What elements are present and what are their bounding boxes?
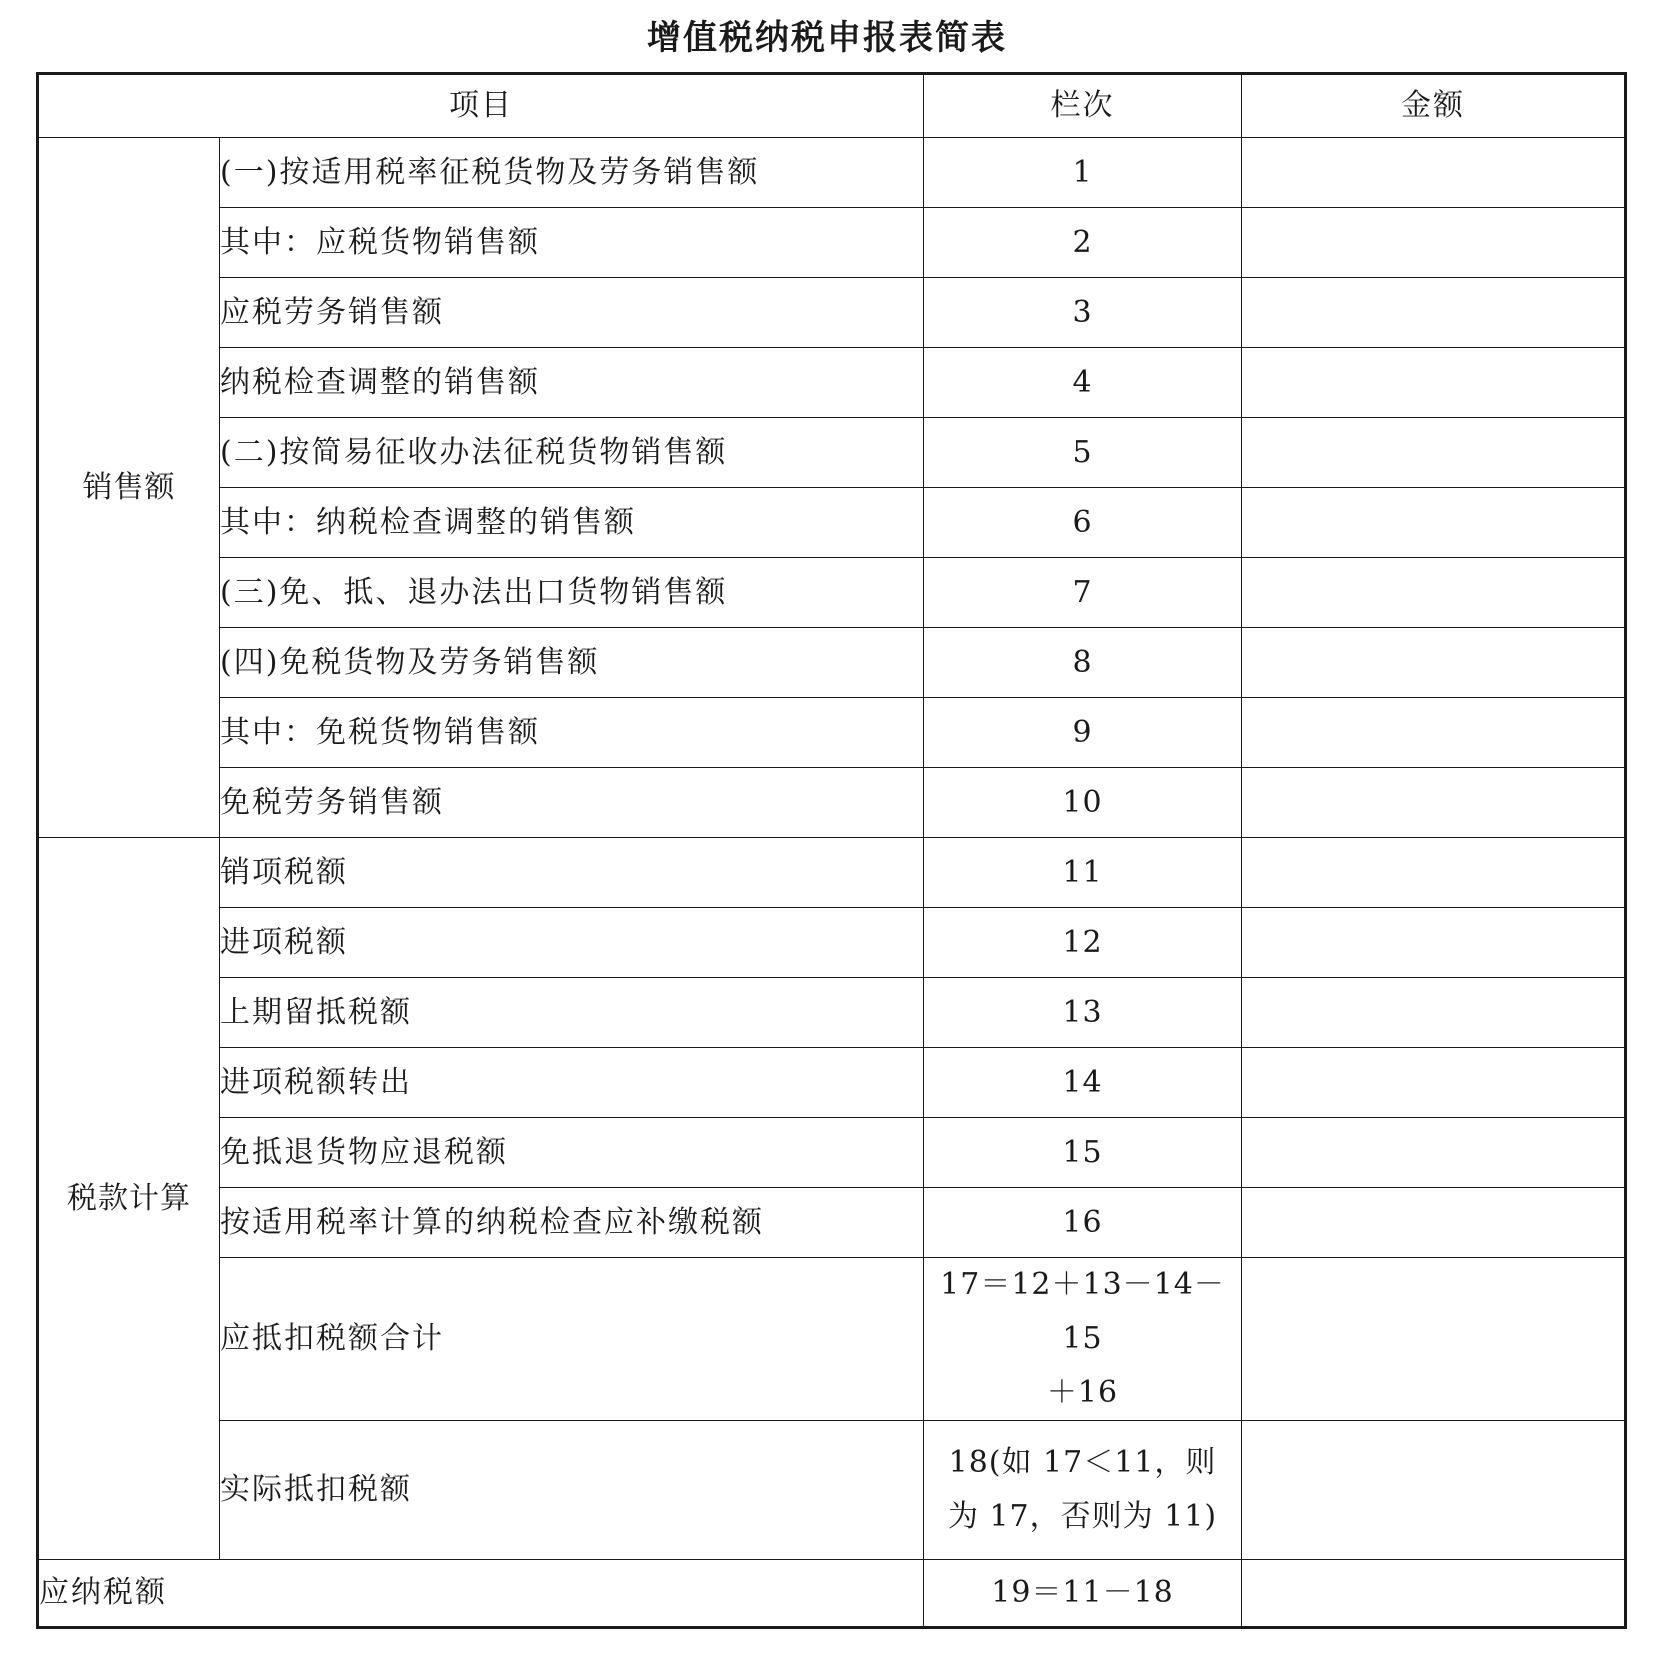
row-item: 免抵退货物应退税额 bbox=[220, 1118, 924, 1188]
table-row bbox=[38, 1188, 1626, 1258]
table-row bbox=[38, 768, 1626, 838]
row-item: 其中：纳税检查调整的销售额 bbox=[220, 488, 924, 558]
form-title: 增值税纳税申报表简表 bbox=[647, 18, 1007, 58]
row-item: 应税劳务销售额 bbox=[220, 278, 924, 348]
table-row bbox=[38, 208, 1626, 278]
row-item: 按适用税率计算的纳税检查应补缴税额 bbox=[220, 1188, 924, 1258]
row-column-number: 4 bbox=[924, 348, 1242, 418]
row-column-number: 16 bbox=[924, 1188, 1242, 1258]
table-row bbox=[38, 908, 1626, 978]
row-amount-cell[interactable] bbox=[1242, 418, 1626, 488]
row-amount-cell[interactable] bbox=[1242, 768, 1626, 838]
row-amount-cell[interactable] bbox=[1242, 558, 1626, 628]
table-row bbox=[38, 278, 1626, 348]
row-item: 应抵扣税额合计 bbox=[220, 1258, 924, 1421]
final-row-amount-cell[interactable] bbox=[1242, 1560, 1626, 1628]
row-column-formula bbox=[924, 1421, 1242, 1560]
final-row bbox=[38, 1560, 1626, 1628]
table-row bbox=[38, 138, 1626, 208]
vat-return-table bbox=[36, 72, 1627, 1629]
row-amount-cell[interactable] bbox=[1242, 978, 1626, 1048]
row-column-number: 2 bbox=[924, 208, 1242, 278]
row-amount-cell[interactable] bbox=[1242, 488, 1626, 558]
row-column-number: 12 bbox=[924, 908, 1242, 978]
row-column-number: 14 bbox=[924, 1048, 1242, 1118]
header-column: 栏次 bbox=[924, 74, 1242, 138]
final-row-item: 应纳税额 bbox=[38, 1560, 924, 1628]
row-item: (二)按简易征收办法征税货物销售额 bbox=[220, 418, 924, 488]
group-label-tax-calc: 税款计算 bbox=[38, 838, 220, 1560]
row-column-number: 13 bbox=[924, 978, 1242, 1048]
row-amount-cell[interactable] bbox=[1242, 138, 1626, 208]
row-amount-cell[interactable] bbox=[1242, 698, 1626, 768]
table-row bbox=[38, 418, 1626, 488]
row-item: (四)免税货物及劳务销售额 bbox=[220, 628, 924, 698]
row-amount-cell[interactable] bbox=[1242, 1048, 1626, 1118]
row-item: 纳税检查调整的销售额 bbox=[220, 348, 924, 418]
row-amount-cell[interactable] bbox=[1242, 908, 1626, 978]
row-item: 上期留抵税额 bbox=[220, 978, 924, 1048]
row-column-number: 8 bbox=[924, 628, 1242, 698]
row-column-number: 11 bbox=[924, 838, 1242, 908]
row-amount-cell[interactable] bbox=[1242, 1258, 1626, 1421]
table-row bbox=[38, 348, 1626, 418]
row-amount-cell[interactable] bbox=[1242, 278, 1626, 348]
table-row bbox=[38, 838, 1626, 908]
row-column-number: 15 bbox=[924, 1118, 1242, 1188]
formula-line: 18(如 17＜11，则 bbox=[948, 1445, 1217, 1480]
row-amount-cell[interactable] bbox=[1242, 1188, 1626, 1258]
row-column-number: 9 bbox=[924, 698, 1242, 768]
table-row bbox=[38, 1118, 1626, 1188]
table-row bbox=[38, 558, 1626, 628]
header-item: 项目 bbox=[38, 74, 924, 138]
row-column-number: 3 bbox=[924, 278, 1242, 348]
row-amount-cell[interactable] bbox=[1242, 628, 1626, 698]
formula-line: 为 17，否则为 11) bbox=[947, 1499, 1218, 1534]
table-row bbox=[38, 698, 1626, 768]
row-item: 其中：免税货物销售额 bbox=[220, 698, 924, 768]
table-row bbox=[38, 1421, 1626, 1560]
row-column-number: 7 bbox=[924, 558, 1242, 628]
table-row bbox=[38, 488, 1626, 558]
row-amount-cell[interactable] bbox=[1242, 838, 1626, 908]
row-item: 其中：应税货物销售额 bbox=[220, 208, 924, 278]
table-row bbox=[38, 978, 1626, 1048]
table-row bbox=[38, 1258, 1626, 1421]
row-column-number: 1 bbox=[924, 138, 1242, 208]
group-label-sales: 销售额 bbox=[38, 138, 220, 838]
row-column-formula bbox=[924, 1258, 1242, 1421]
table-row bbox=[38, 628, 1626, 698]
row-amount-cell[interactable] bbox=[1242, 208, 1626, 278]
row-item: (三)免、抵、退办法出口货物销售额 bbox=[220, 558, 924, 628]
formula-line: ＋16 bbox=[1046, 1375, 1119, 1410]
row-item: 进项税额 bbox=[220, 908, 924, 978]
row-item: 销项税额 bbox=[220, 838, 924, 908]
row-item: 免税劳务销售额 bbox=[220, 768, 924, 838]
header-row bbox=[38, 74, 1626, 138]
final-row-column-formula: 19＝11－18 bbox=[924, 1560, 1242, 1628]
row-column-number: 5 bbox=[924, 418, 1242, 488]
row-amount-cell[interactable] bbox=[1242, 1421, 1626, 1560]
row-amount-cell[interactable] bbox=[1242, 348, 1626, 418]
row-item: (一)按适用税率征税货物及劳务销售额 bbox=[220, 138, 924, 208]
row-item: 进项税额转出 bbox=[220, 1048, 924, 1118]
header-amount: 金额 bbox=[1242, 74, 1626, 138]
table-row bbox=[38, 1048, 1626, 1118]
row-amount-cell[interactable] bbox=[1242, 1118, 1626, 1188]
formula-line: 17＝12＋13－14－15 bbox=[940, 1267, 1225, 1356]
row-column-number: 6 bbox=[924, 488, 1242, 558]
row-column-number: 10 bbox=[924, 768, 1242, 838]
row-item: 实际抵扣税额 bbox=[220, 1421, 924, 1560]
